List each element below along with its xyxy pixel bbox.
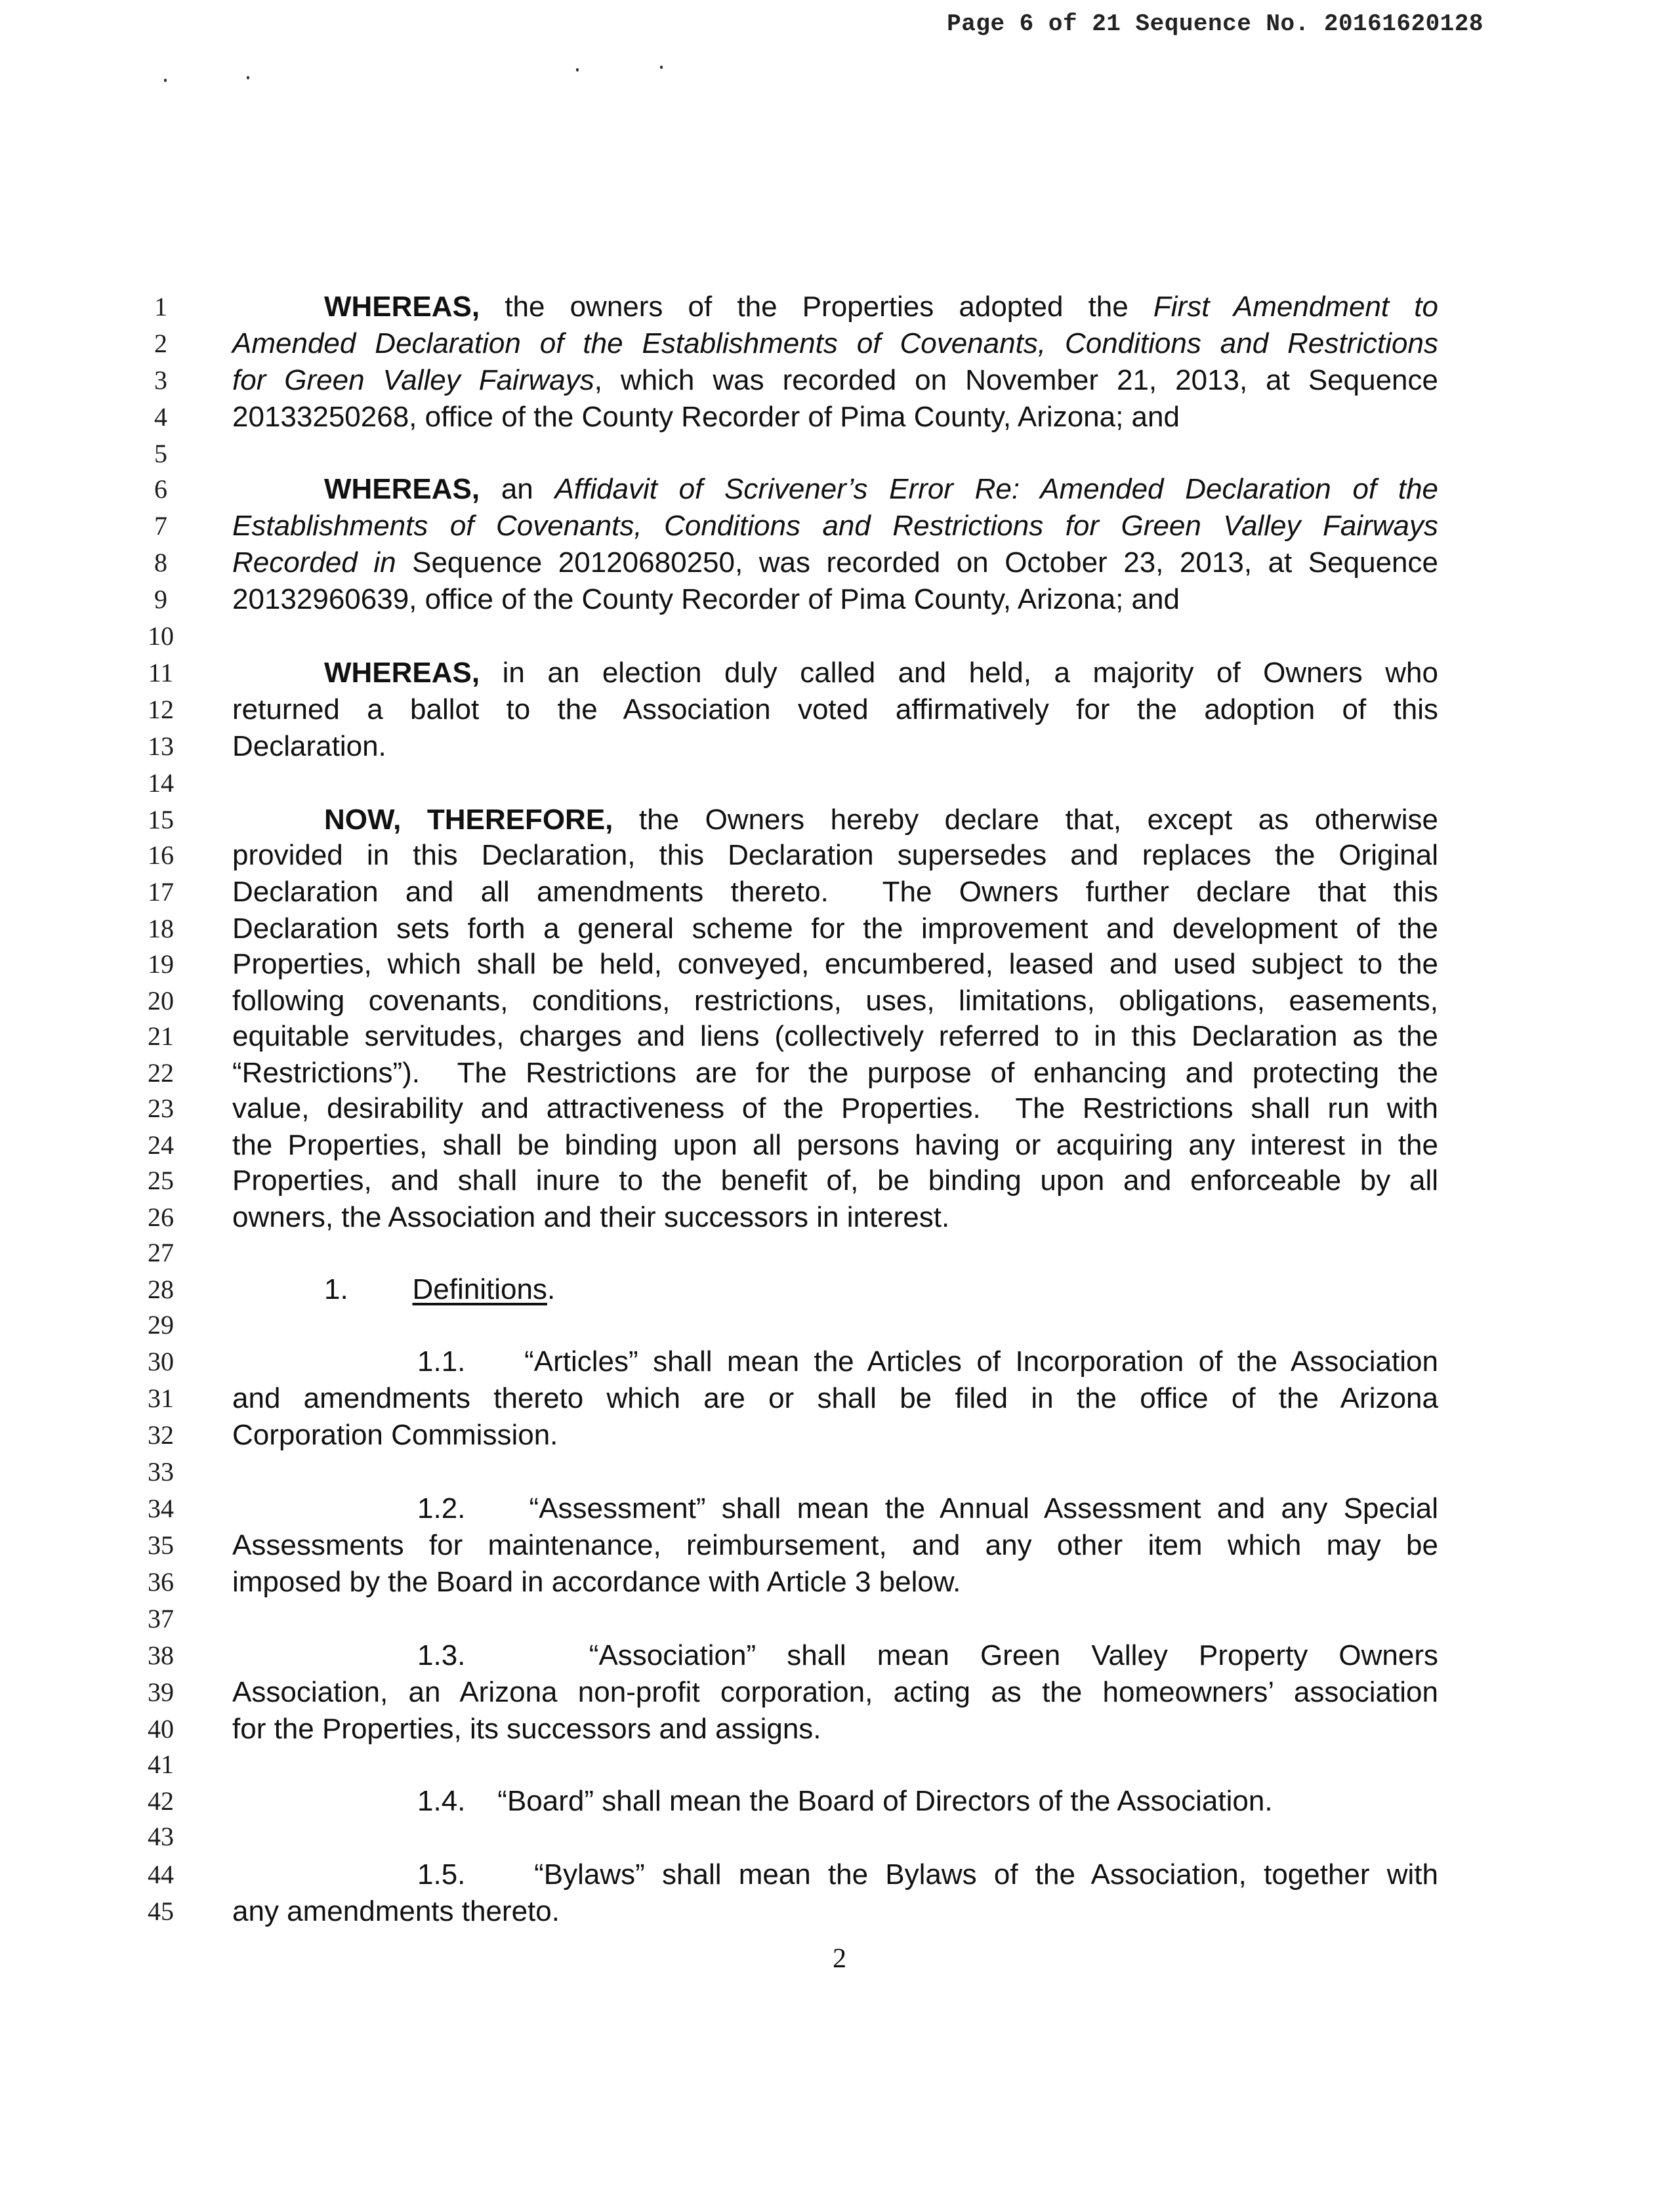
line-number: 37 [148, 1604, 174, 1633]
line-text [232, 1380, 1438, 1417]
document-line [0, 581, 1679, 618]
document-line [0, 1893, 1679, 1930]
text-run: returned a ballot to the Association voted affirmatively for the adoption of this [232, 693, 1438, 726]
document-line [0, 1711, 1679, 1748]
document-line [0, 544, 1679, 581]
document-line [0, 436, 1679, 472]
line-text [232, 1090, 1438, 1127]
line-text [232, 1564, 1438, 1601]
line-number: 20 [148, 986, 174, 1015]
line-number: 8 [154, 548, 167, 577]
text-run: an [480, 473, 555, 505]
text-run: equitable servitudes, charges and liens (collectively referred to in this Declaration as the [232, 1020, 1438, 1052]
line-text [232, 1162, 1438, 1199]
text-run: Properties, which shall be held, conveyed, encumbered, leased and used subject to the [232, 948, 1438, 980]
line-text [232, 1127, 1438, 1164]
document-line [0, 1162, 1679, 1199]
line-text [324, 655, 1438, 691]
text-run: 1. [324, 1273, 413, 1305]
document-line [0, 1018, 1679, 1055]
document-line [0, 1380, 1679, 1417]
text-run: 1.2. “Assessment” shall mean the Annual Assessment and any Special [417, 1492, 1438, 1525]
text-run: Assessments for maintenance, reimbursement, and any other item which may be [232, 1529, 1438, 1561]
document-line [0, 1564, 1679, 1601]
line-number: 43 [148, 1822, 174, 1851]
text-run: for the Properties, its successors and assigns. [232, 1713, 821, 1745]
text-run: Sequence 20120680250, was recorded on October 23, 2013, at Sequence [396, 546, 1438, 579]
line-text [232, 983, 1438, 1019]
text-run: Association, an Arizona non-profit corporation, acting as the homeowners’ association [232, 1676, 1438, 1708]
line-text [232, 1674, 1438, 1711]
document-line [0, 1818, 1679, 1855]
line-number: 19 [148, 949, 174, 979]
line-text [232, 544, 1438, 581]
line-text [417, 1637, 1438, 1674]
line-text [324, 289, 1438, 325]
document-line [0, 802, 1679, 838]
text-run: following covenants, conditions, restrictions, uses, limitations, obligations, easements, [232, 985, 1438, 1017]
text-run: 1.4. “Board” shall mean the Board of Directors of the Association. [417, 1785, 1273, 1817]
bold-phrase: NOW, THEREFORE, [324, 804, 613, 836]
bold-phrase: WHEREAS, [324, 473, 480, 505]
line-number: 27 [148, 1238, 174, 1267]
line-text [417, 1490, 1438, 1527]
line-number: 40 [148, 1714, 174, 1744]
line-number: 34 [148, 1494, 174, 1523]
line-number: 1 [154, 292, 167, 321]
line-number: 29 [148, 1310, 174, 1340]
line-text [324, 1271, 1438, 1308]
line-number: 25 [148, 1166, 174, 1195]
document-line [0, 1783, 1679, 1820]
document-line [0, 1490, 1679, 1527]
line-number: 41 [148, 1750, 174, 1779]
text-run: owners, the Association and their successors in interest. [232, 1201, 950, 1233]
document-line [0, 874, 1679, 911]
line-text [232, 1527, 1438, 1564]
line-number: 31 [148, 1383, 174, 1413]
line-number: 24 [148, 1130, 174, 1160]
text-run: 20132960639, office of the County Recorder of Pima County, Arizona; and [232, 583, 1180, 615]
page-number: 2 [833, 1944, 846, 1974]
document-line [0, 1199, 1679, 1236]
document-line [0, 471, 1679, 508]
line-number: 28 [148, 1275, 174, 1304]
document-line [0, 1127, 1679, 1164]
line-number: 33 [148, 1457, 174, 1486]
text-run: Declaration sets forth a general scheme for the improvement and development of the [232, 912, 1438, 945]
text-run: 1.5. “Bylaws” shall mean the Bylaws of the Association, together with [417, 1858, 1438, 1891]
italic-title: Amended Declaration of the Establishments of Covenants, Conditions and Restrictions [232, 327, 1438, 359]
line-number: 12 [148, 695, 174, 724]
document-line [0, 1601, 1679, 1637]
italic-title: for Green Valley Fairways [232, 364, 594, 396]
line-number: 30 [148, 1347, 174, 1376]
line-number: 26 [148, 1202, 174, 1232]
document-line [0, 946, 1679, 983]
document-line [0, 1090, 1679, 1127]
line-text [417, 1856, 1438, 1893]
italic-title: Establishments of Covenants, Conditions and Restrictions for Green Valley Fairways [232, 510, 1438, 542]
document-line [0, 837, 1679, 874]
line-number: 15 [148, 805, 174, 834]
text-run: the Owners hereby declare that, except as otherwise [613, 804, 1439, 836]
text-run: . [547, 1273, 556, 1305]
bold-phrase: WHEREAS, [324, 657, 480, 689]
line-number: 10 [148, 621, 174, 651]
recording-stamp: Page 6 of 21 Sequence No. 20161620128 [947, 10, 1483, 37]
line-number: 39 [148, 1677, 174, 1707]
line-number: 35 [148, 1530, 174, 1560]
line-number: 18 [148, 914, 174, 943]
document-line [0, 1343, 1679, 1380]
document-line [0, 1856, 1679, 1893]
document-line [0, 728, 1679, 765]
document-line [0, 1307, 1679, 1343]
line-text [232, 508, 1438, 544]
line-text [324, 802, 1438, 838]
line-number: 17 [148, 877, 174, 907]
line-text [232, 1893, 1438, 1930]
line-text [232, 946, 1438, 983]
document-line [0, 1417, 1679, 1454]
document-line [0, 1235, 1679, 1271]
line-number: 14 [148, 768, 174, 798]
italic-title: Affidavit of Scrivener’s Error Re: Amended Declaration of the [554, 473, 1439, 505]
line-number: 32 [148, 1420, 174, 1450]
document-line [0, 325, 1679, 362]
line-text [232, 1711, 1438, 1748]
text-run: Declaration. [232, 730, 386, 762]
line-text [232, 1199, 1438, 1236]
line-number: 21 [148, 1021, 174, 1051]
line-text [417, 1343, 1438, 1380]
document-line [0, 1271, 1679, 1308]
document-line [0, 1746, 1679, 1783]
scan-speck [576, 68, 579, 72]
document-line [0, 618, 1679, 655]
line-text [232, 691, 1438, 728]
line-number: 3 [154, 365, 167, 395]
text-run: in an election duly called and held, a majority of Owners who [480, 657, 1438, 689]
line-number: 5 [154, 439, 167, 468]
line-number: 36 [148, 1567, 174, 1597]
text-run: Declaration and all amendments thereto. The Owners further declare that this [232, 876, 1438, 908]
line-number: 45 [148, 1896, 174, 1926]
document-line [0, 1674, 1679, 1711]
text-run: 1.3. “Association” shall mean Green Valley Property Owners [417, 1639, 1438, 1671]
line-text [232, 399, 1438, 436]
line-number: 42 [148, 1786, 174, 1816]
italic-title: Recorded in [232, 546, 396, 579]
line-number: 44 [148, 1860, 174, 1889]
document-line [0, 362, 1679, 399]
document-line [0, 691, 1679, 728]
line-text [232, 581, 1438, 618]
document-line [0, 1637, 1679, 1674]
text-run: the owners of the Properties adopted the [480, 291, 1153, 323]
document-line [0, 911, 1679, 947]
document-line [0, 983, 1679, 1019]
line-number: 38 [148, 1641, 174, 1670]
line-text [232, 837, 1438, 874]
line-number: 6 [154, 474, 167, 504]
line-number: 16 [148, 840, 174, 870]
text-run: 1.1. “Articles” shall mean the Articles of Incorporation of the Association [417, 1345, 1438, 1378]
text-run: value, desirability and attractiveness of the Properties. The Restrictions shall run with [232, 1092, 1438, 1124]
text-run: 20133250268, office of the County Recorder of Pima County, Arizona; and [232, 401, 1180, 433]
text-run: Corporation Commission. [232, 1419, 558, 1451]
line-number: 7 [154, 511, 167, 541]
line-number: 23 [148, 1094, 174, 1123]
text-run: Properties, and shall inure to the benefit of, be binding upon and enforceable by all [232, 1164, 1438, 1197]
text-run: , which was recorded on November 21, 2013, at Sequence [594, 364, 1438, 396]
line-number: 9 [154, 584, 167, 614]
line-text [232, 1417, 1438, 1454]
line-text [232, 911, 1438, 947]
scan-speck [247, 76, 249, 79]
line-number: 13 [148, 731, 174, 761]
document-line [0, 765, 1679, 802]
line-text [232, 362, 1438, 399]
text-run: imposed by the Board in accordance with Article 3 below. [232, 1566, 961, 1598]
text-run: provided in this Declaration, this Declaration supersedes and replaces the Original [232, 839, 1438, 871]
line-number: 22 [148, 1058, 174, 1088]
bold-phrase: WHEREAS, [324, 291, 480, 323]
document-line [0, 1454, 1679, 1490]
document-line [0, 1055, 1679, 1092]
scan-speck [660, 66, 663, 69]
document-line [0, 399, 1679, 436]
scan-speck [164, 79, 167, 82]
text-run: any amendments thereto. [232, 1895, 560, 1927]
line-text [232, 728, 1438, 765]
text-run: “Restrictions”). The Restrictions are for the purpose of enhancing and protecting the [232, 1057, 1438, 1089]
text-run: the Properties, shall be binding upon all persons having or acquiring any interest in the [232, 1129, 1438, 1161]
line-text [232, 1055, 1438, 1092]
line-number: 11 [148, 658, 174, 687]
document-line [0, 655, 1679, 691]
document-line [0, 1527, 1679, 1564]
line-number: 4 [154, 402, 167, 432]
text-run: and amendments thereto which are or shall be filed in the office of the Arizona [232, 1382, 1438, 1414]
line-number: 2 [154, 329, 167, 358]
line-text [232, 325, 1438, 362]
line-text [324, 471, 1438, 508]
section-heading: Definitions [412, 1273, 547, 1305]
line-text [417, 1783, 1438, 1820]
italic-title: First Amendment to [1153, 291, 1438, 323]
document-line [0, 289, 1679, 325]
line-text [232, 874, 1438, 911]
document-line [0, 508, 1679, 544]
line-text [232, 1018, 1438, 1055]
